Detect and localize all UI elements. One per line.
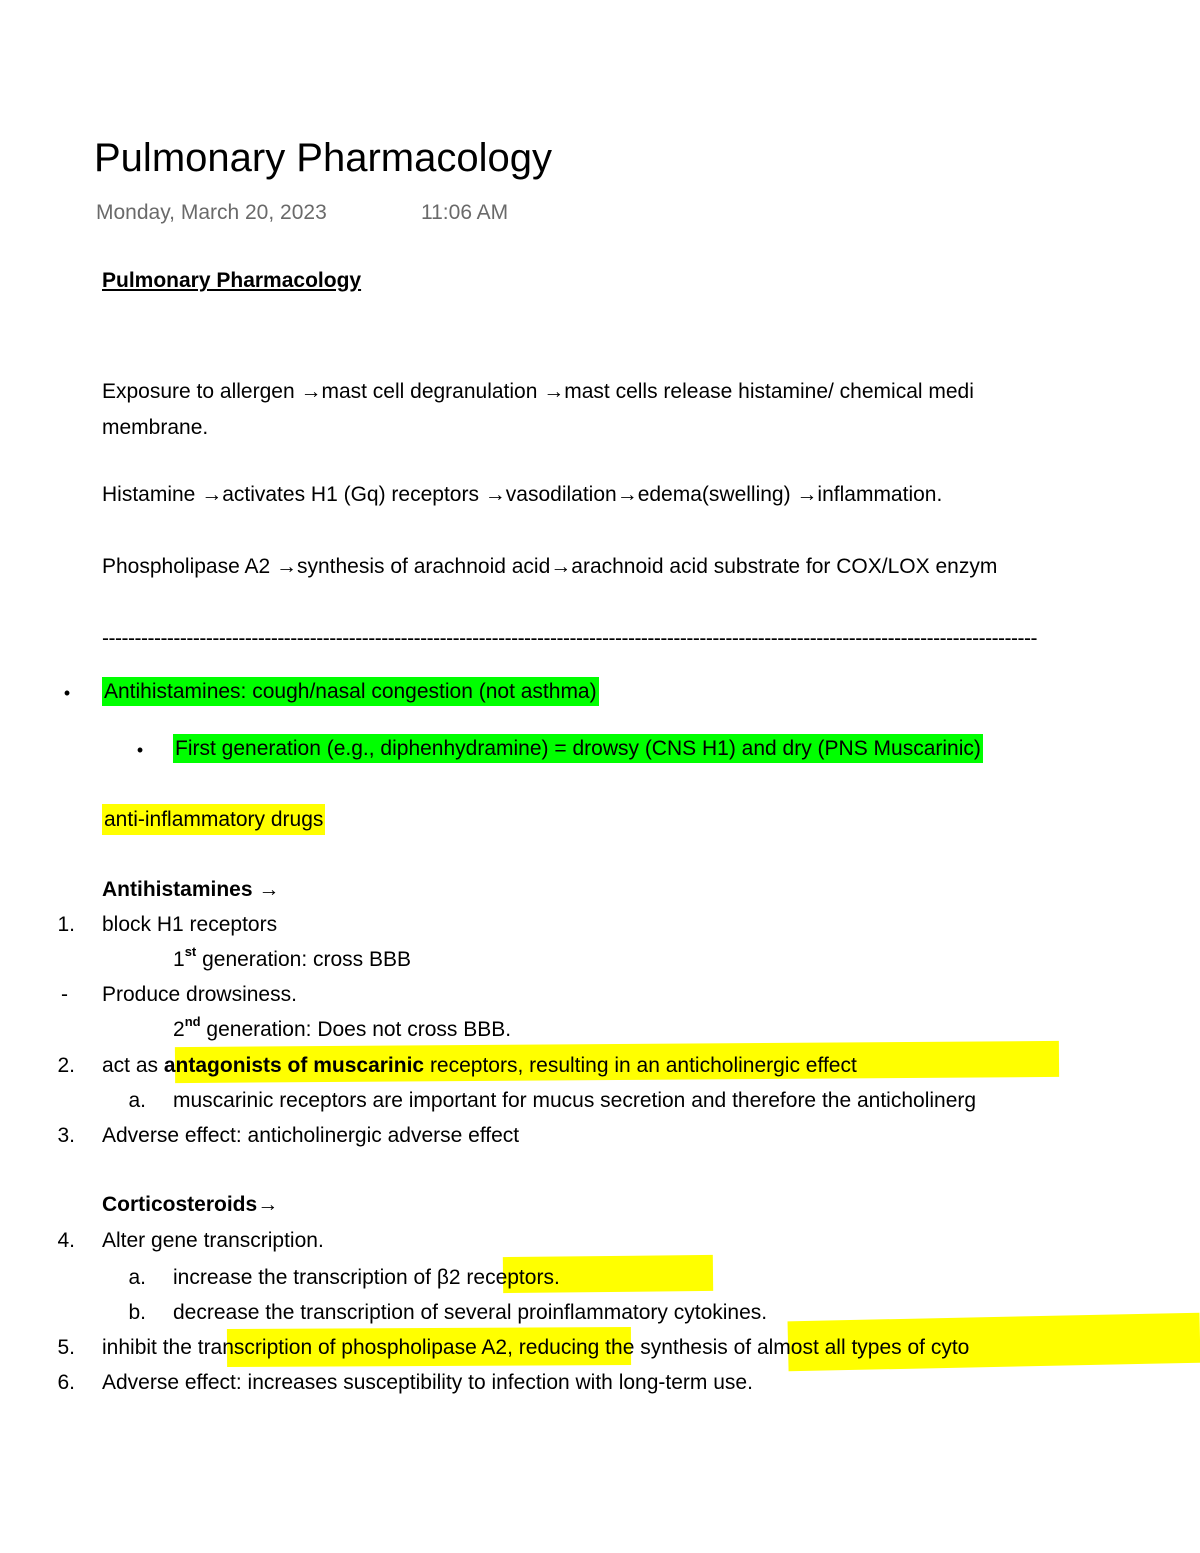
list-item-mucus-secretion: muscarinic receptors are important for mucus secretion and therefore the anticholinerg — [173, 1089, 977, 1112]
list-item-adverse-anticholinergic: Adverse effect: anticholinergic adverse effect — [102, 1124, 520, 1147]
list-marker: 4. — [57, 1229, 75, 1252]
antihistamines-heading: Antihistamines → — [102, 878, 280, 901]
list-item-muscarinic — [102, 1051, 857, 1081]
item2-bold-text: antagonists of muscarinic — [163, 1054, 425, 1077]
list-marker: a. — [128, 1266, 146, 1289]
list-marker: 3. — [57, 1124, 75, 1147]
list-marker: 6. — [57, 1371, 75, 1394]
intro-line-histamine: Histamine →activates H1 (Gq) receptors →vasodilation→edema(swelling) →inflammation. — [102, 483, 943, 506]
list-item-inhibit-transcription — [102, 1333, 969, 1363]
first-generation-line — [173, 945, 411, 975]
anti-inflammatory-label — [102, 805, 325, 835]
list-item-adverse-infection: Adverse effect: increases susceptibility to infection with long-term use. — [102, 1371, 753, 1394]
intro-line-phospholipase: Phospholipase A2 →synthesis of arachnoid acid→arachnoid acid substrate for COX/LOX enzym — [102, 555, 998, 578]
intro-line-membrane: membrane. — [102, 416, 209, 439]
note-date: Monday, March 20, 2023 — [96, 201, 327, 224]
dash-marker: - — [61, 983, 68, 1006]
second-generation-line — [173, 1015, 511, 1045]
divider-line: ------------------------------------------------------------------------------------------------------------------------------------------------ — [102, 627, 1038, 650]
item2-post-text: receptors, resulting in an anticholinergic effect — [424, 1054, 857, 1077]
gen2-number: 2 — [173, 1018, 185, 1041]
bullet-first-generation — [173, 734, 983, 764]
intro-line-allergen: Exposure to allergen →mast cell degranulation →mast cells release histamine/ chemical medi — [102, 380, 974, 403]
first-generation-highlight: First generation (e.g., diphenhydramine) = drowsy (CNS H1) and dry (PNS Muscarinic) — [173, 734, 983, 763]
gen2-text: generation: Does not cross BBB. — [200, 1018, 512, 1041]
corticosteroids-heading: Corticosteroids→ — [102, 1193, 279, 1216]
list-item-beta2 — [173, 1263, 560, 1293]
item5-highlighted-text-1: transcription of phospholipase A2, — [197, 1336, 513, 1359]
list-item-block-h1: block H1 receptors — [102, 913, 278, 936]
item4a-pre-text: increase the transcription of — [173, 1266, 437, 1289]
page-title: Pulmonary Pharmacology — [94, 136, 552, 180]
bullet-antihistamines — [102, 677, 599, 707]
item2-pre-text: act as — [102, 1054, 164, 1077]
list-item-drowsiness: Produce drowsiness. — [102, 983, 297, 1006]
gen2-suffix: nd — [184, 1014, 201, 1029]
item5-pre-text: inhibit the — [102, 1336, 198, 1359]
gen1-text: generation: cross BBB — [196, 948, 412, 971]
bullet-dot-icon: • — [136, 740, 144, 760]
list-item-cytokines: decrease the transcription of several proinflammatory cytokines. — [173, 1301, 768, 1324]
gen1-number: 1 — [173, 948, 185, 971]
gen1-suffix: st — [184, 944, 197, 959]
list-marker: 2. — [57, 1054, 75, 1077]
item4a-highlighted-text: β2 receptors. — [436, 1266, 560, 1289]
list-marker: b. — [128, 1301, 146, 1324]
anti-inflammatory-highlight: anti-inflammatory drugs — [102, 804, 325, 835]
antihistamines-highlight: Antihistamines: cough/nasal congestion (not asthma) — [102, 677, 599, 706]
list-marker: 1. — [57, 913, 75, 936]
list-item-gene-transcription: Alter gene transcription. — [102, 1229, 324, 1252]
item5-highlighted-text-2: synthesis of almost all types of cyto — [640, 1336, 970, 1359]
list-marker: 5. — [57, 1336, 75, 1359]
section-heading: Pulmonary Pharmacology — [102, 269, 362, 292]
bullet-dot-icon: • — [63, 683, 71, 703]
note-time: 11:06 AM — [421, 201, 509, 224]
list-marker: a. — [128, 1089, 146, 1112]
item5-mid-text: reducing the — [512, 1336, 641, 1359]
